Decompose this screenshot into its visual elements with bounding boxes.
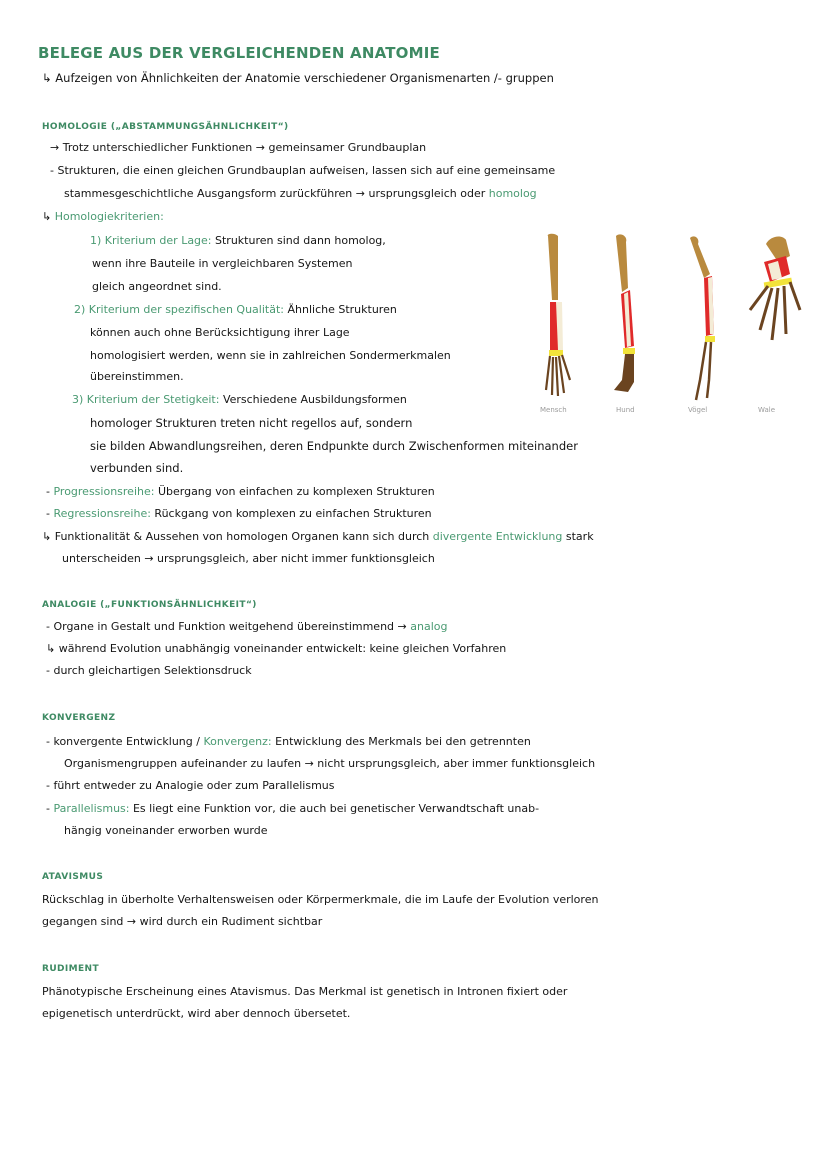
kriterium-line: sie bilden Abwandlungsreihen, deren Endpunkte durch Zwischenformen miteinander: [90, 439, 578, 453]
analog-term: analog: [410, 620, 448, 633]
atavismus-line: gegangen sind → wird durch ein Rudiment sichtbar: [42, 915, 323, 928]
kriterium-line: gleich angeordnet sind.: [92, 280, 222, 293]
kriterium-label: 2) Kriterium der spezifischen Qualität:: [74, 303, 284, 316]
kriterium-label: 1) Kriterium der Lage:: [90, 234, 212, 247]
analogie-line: ↳ während Evolution unabhängig voneinander entwickelt: keine gleichen Vorfahren: [46, 642, 507, 655]
func-text: stark: [565, 530, 594, 543]
dash: -: [46, 802, 50, 815]
konvergenz-line: [46, 734, 531, 750]
kriterium-qualitaet: [74, 302, 397, 318]
konvergenz-term: Konvergenz:: [203, 735, 272, 748]
progression-text: Übergang von einfachen zu komplexen Strukturen: [157, 485, 435, 498]
kriterium-line: homologer Strukturen treten nicht regellos auf, sondern: [90, 416, 413, 430]
forelimb-figure: [528, 230, 808, 420]
figure-label-hund: Hund: [616, 406, 635, 414]
figure-label-wale: Wale: [758, 406, 776, 414]
konvergenz-heading: KONVERGENZ: [42, 713, 116, 723]
kriterium-line: homologisiert werden, wenn sie in zahlreichen Sondermerkmalen: [90, 349, 451, 362]
analogie-line: - durch gleichartigen Selektionsdruck: [46, 664, 252, 677]
kriterium-line: übereinstimmen.: [90, 370, 184, 383]
homologie-heading: HOMOLOGIE („ABSTAMMUNGSÄHNLICHKEIT“): [42, 122, 289, 132]
kriterium-text: Strukturen sind dann homolog,: [215, 234, 386, 247]
konvergenz-text: - konvergente Entwicklung /: [46, 735, 200, 748]
rudiment-heading: RUDIMENT: [42, 964, 100, 974]
analogie-text: - Organe in Gestalt und Funktion weitgehend übereinstimmend →: [46, 620, 407, 633]
whale-flipper-illustration: [750, 237, 800, 340]
kriterium-text: Verschiedene Ausbildungsformen: [222, 393, 407, 406]
homologie-line: → Trotz unterschiedlicher Funktionen → gemeinsamer Grundbauplan: [50, 141, 427, 154]
kriterium-stetigkeit: [72, 392, 407, 408]
figure-label-voegel: Vögel: [688, 406, 708, 414]
rudiment-line: epigenetisch unterdrückt, wird aber dennoch übersetet.: [42, 1007, 351, 1020]
kriterium-line: wenn ihre Bauteile in vergleichbaren Systemen: [92, 257, 353, 270]
dog-leg-illustration: [614, 234, 635, 392]
kriterien-heading: [42, 209, 164, 225]
homologie-text: stammesgeschichtliche Ausgangsform zurückführen → ursprungsgleich oder: [64, 187, 486, 200]
regression-label: Regressionsreihe:: [53, 507, 151, 520]
divergente-entwicklung-term: divergente Entwicklung: [432, 530, 563, 543]
kriterium-lage: [90, 233, 386, 249]
page-title: BELEGE AUS DER VERGLEICHENDEN ANATOMIE: [38, 44, 440, 62]
konvergenz-text: Entwicklung des Merkmals bei den getrennten: [275, 735, 531, 748]
progressionsreihe: - Progressionsreihe: Übergang von einfachen zu komplexen Strukturen: [46, 485, 435, 498]
subtitle: ↳ Aufzeigen von Ähnlichkeiten der Anatomie verschiedener Organismenarten /- gruppen: [42, 71, 554, 85]
func-text: ↳ Funktionalität & Aussehen von homologen Organen kann sich durch: [42, 530, 430, 543]
rudiment-line: Phänotypische Erscheinung eines Atavismus. Das Merkmal ist genetisch in Intronen fixiert oder: [42, 985, 568, 998]
kriterium-line: verbunden sind.: [90, 461, 184, 475]
kriterien-label: Homologiekriterien:: [54, 210, 164, 223]
konvergenz-line: Organismengruppen aufeinander zu laufen → nicht ursprungsgleich, aber immer funktionsgleich: [64, 757, 596, 770]
arrow-icon: ↳: [42, 210, 52, 223]
konvergenz-line: [46, 801, 539, 817]
atavismus-line: Rückschlag in überholte Verhaltensweisen oder Körpermerkmale, die im Laufe der Evolution verloren: [42, 893, 599, 906]
konvergenz-line: hängig voneinander erworben wurde: [64, 824, 268, 837]
progression-label: Progressionsreihe:: [53, 485, 155, 498]
homolog-term: homolog: [488, 187, 537, 200]
bird-wing-illustration: [690, 236, 715, 400]
funktionalitaet-line: [42, 529, 594, 545]
kriterium-text: Ähnliche Strukturen: [287, 303, 397, 316]
kriterium-line: können auch ohne Berücksichtigung ihrer Lage: [90, 326, 350, 339]
funktionalitaet-line: unterscheiden → ursprungsgleich, aber nicht immer funktionsgleich: [62, 552, 435, 565]
homologie-line: [64, 186, 537, 202]
regressionsreihe: - Regressionsreihe: Rückgang von komplexen zu einfachen Strukturen: [46, 507, 432, 520]
analogie-heading: ANALOGIE („FUNKTIONSÄHNLICHKEIT“): [42, 600, 257, 610]
konvergenz-line: - führt entweder zu Analogie oder zum Parallelismus: [46, 779, 335, 792]
figure-label-mensch: Mensch: [540, 406, 567, 414]
human-arm-illustration: [546, 234, 570, 396]
regression-text: Rückgang von komplexen zu einfachen Strukturen: [154, 507, 432, 520]
konvergenz-text: Es liegt eine Funktion vor, die auch bei genetischer Verwandtschaft unab-: [132, 802, 540, 815]
atavismus-heading: ATAVISMUS: [42, 872, 104, 882]
kriterium-label: 3) Kriterium der Stetigkeit:: [72, 393, 220, 406]
parallelismus-term: Parallelismus:: [53, 802, 130, 815]
homologie-line: - Strukturen, die einen gleichen Grundbauplan aufweisen, lassen sich auf eine gemeinsame: [50, 164, 556, 177]
analogie-line: [46, 619, 447, 635]
